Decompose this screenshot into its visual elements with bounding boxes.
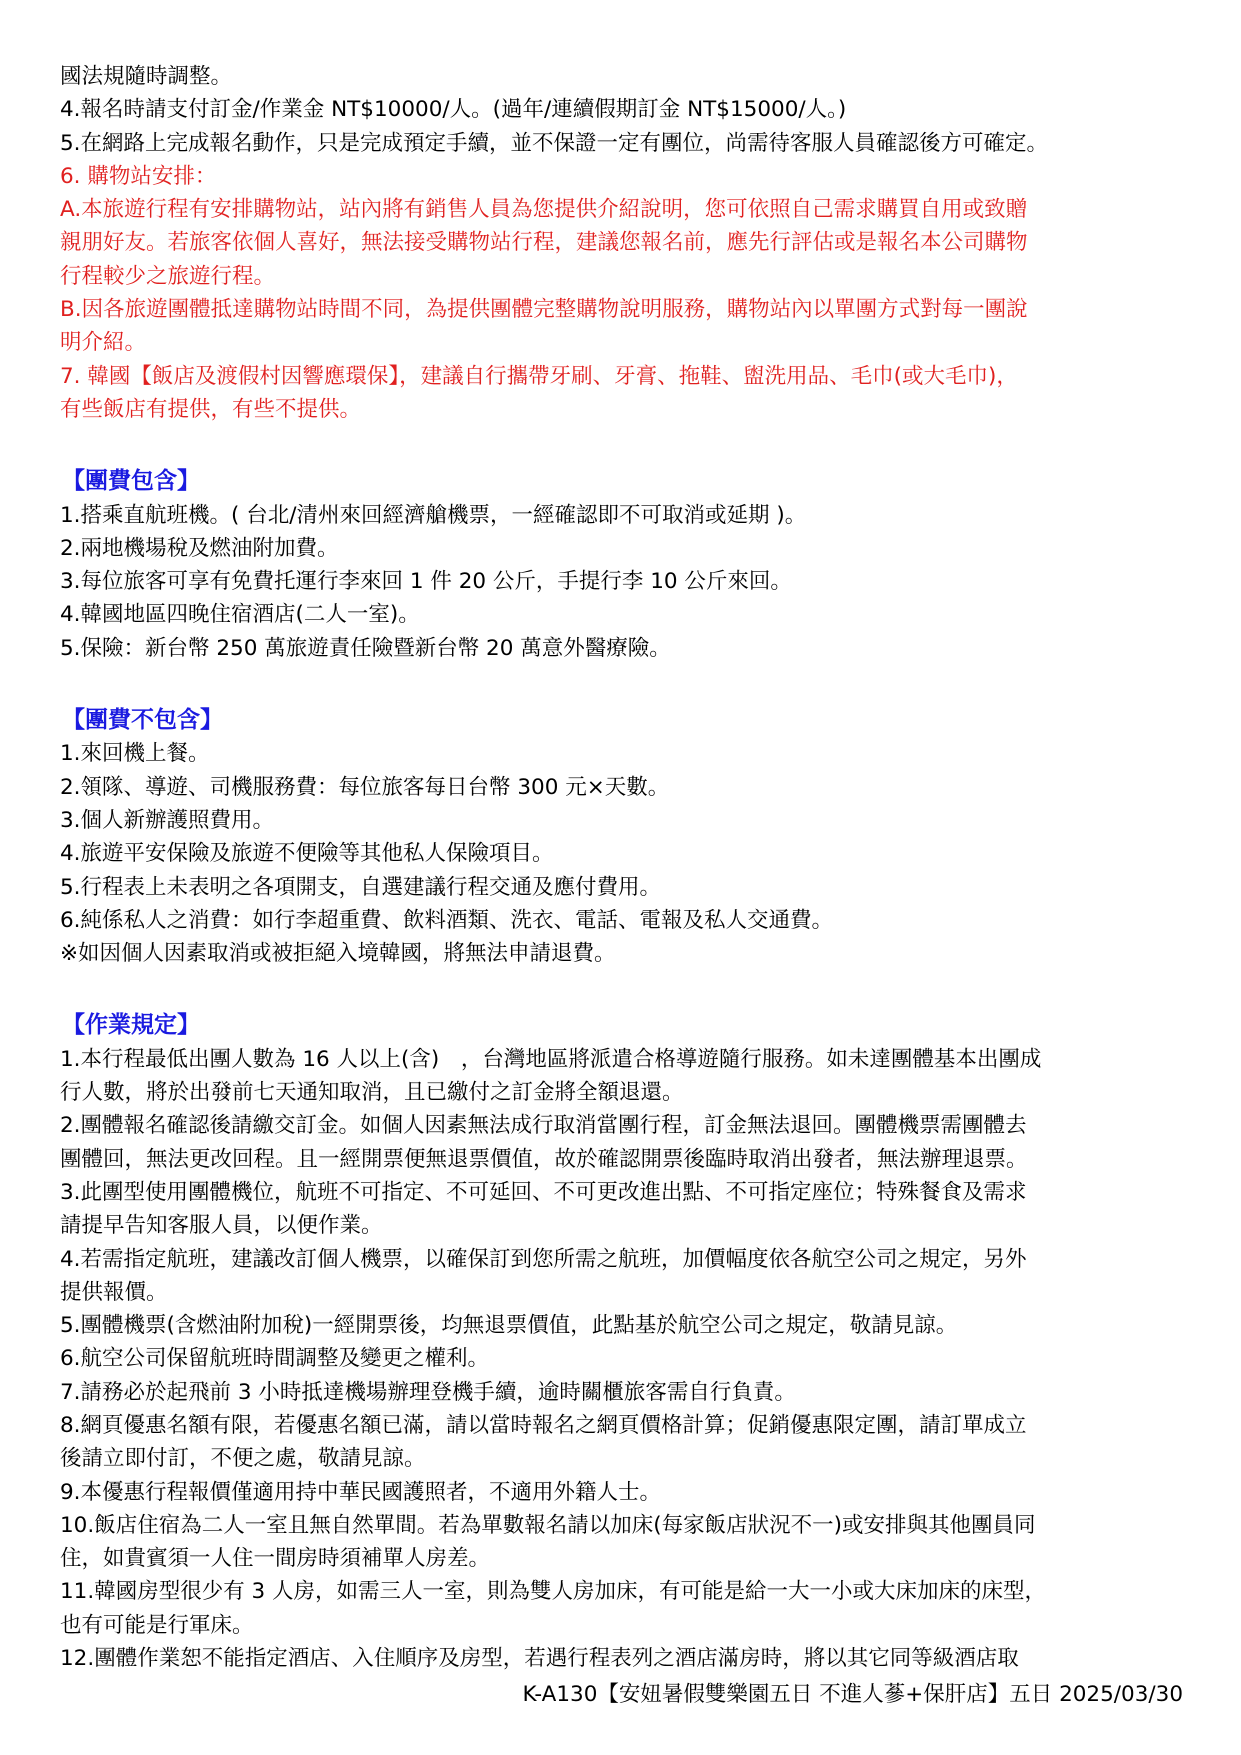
text-line: 2.兩地機場稅及燃油附加費。 — [60, 535, 339, 561]
text-line: 4.若需指定航班，建議改訂個人機票，以確保訂到您所需之航班，加價幅度依各航空公司之規定，另外 — [60, 1246, 1027, 1272]
text-line: 8.網頁優惠名額有限，若優惠名額已滿，請以當時報名之網頁價格計算；促銷優惠限定團，請訂單成立 — [60, 1412, 1027, 1438]
text-line: 行程較少之旅遊行程。 — [60, 263, 276, 289]
text-line: 7.請務必於起飛前 3 小時抵達機場辦理登機手續，逾時關櫃旅客需自行負責。 — [60, 1379, 796, 1405]
text-line: 明介紹。 — [60, 330, 147, 356]
text-line: 11.韓國房型很少有 3 人房，如需三人一室，則為雙人房加床，有可能是給一大一小或大床加床的床型， — [60, 1579, 1047, 1605]
text-line: 親朋好友。若旅客依個人喜好，無法接受購物站行程，建議您報名前，應先行評估或是報名本公司購物 — [60, 230, 1028, 256]
text-line: 12.團體作業恕不能指定酒店、入住順序及房型，若遇行程表列之酒店滿房時，將以其它同等級酒店取 — [60, 1646, 1019, 1672]
top-notes — [60, 60, 1185, 160]
shopping-title: 6. 購物站安排： — [60, 163, 217, 189]
text-line: 6.航空公司保留航班時間調整及變更之權利。 — [60, 1346, 490, 1372]
document-page — [60, 60, 1185, 1675]
text-line: 6.純係私人之消費：如行李超重費、飲料酒類、洗衣、電話、電報及私人交通費。 — [60, 907, 834, 933]
rules-heading: 【作業規定】 — [62, 1012, 200, 1039]
excluded-section — [60, 704, 1185, 970]
text-line: 提供報價。 — [60, 1279, 168, 1305]
shopping-section — [60, 160, 1185, 426]
text-line: 5.保險：新台幣 250 萬旅遊責任險暨新台幣 20 萬意外醫療險。 — [60, 635, 671, 661]
text-line: 1.本行程最低出團人數為 16 人以上(含) ，台灣地區將派遣合格導遊隨行服務。如未達團體基本出團成 — [60, 1046, 1042, 1072]
text-line: 5.團體機票(含燃油附加稅)一經開票後，均無退票價值，此點基於航空公司之規定，敬請見諒。 — [60, 1313, 958, 1339]
included-section — [60, 465, 1185, 665]
text-line: 2.領隊、導遊、司機服務費：每位旅客每日台幣 300 元×天數。 — [60, 774, 670, 800]
excluded-heading: 【團費不包含】 — [62, 707, 223, 734]
text-line: 5.行程表上未表明之各項開支，自選建議行程交通及應付費用。 — [60, 874, 662, 900]
text-line: 住，如貴賓須一人住一間房時須補單人房差。 — [60, 1546, 491, 1572]
page-footer: K-A130【安妞暑假雙樂園五日 不進人蔘+保肝店】五日 2025/03/30 — [522, 1682, 1183, 1707]
text-line: 團體回，無法更改回程。且一經開票便無退票價值，故於確認開票後臨時取消出發者，無法辦理退票。 — [60, 1146, 1028, 1172]
text-line: 1.搭乘直航班機。( 台北/清州來回經濟艙機票，一經確認即不可取消或延期 )。 — [60, 502, 807, 528]
text-line: 3.此團型使用團體機位，航班不可指定、不可延回、不可更改進出點、不可指定座位；特殊餐食及需求 — [60, 1179, 1027, 1205]
text-line: 有些飯店有提供，有些不提供。 — [60, 396, 362, 422]
text-line: 2.團體報名確認後請繳交訂金。如個人因素無法成行取消當團行程，訂金無法退回。團體機票需團體去 — [60, 1113, 1027, 1139]
text-line: A.本旅遊行程有安排購物站，站內將有銷售人員為您提供介紹說明，您可依照自己需求購買自用或致贈 — [60, 197, 1028, 223]
text-line: 4.韓國地區四晚住宿酒店(二人一室)。 — [60, 602, 420, 628]
text-line: 1.來回機上餐。 — [60, 741, 210, 767]
text-line: 4.報名時請支付訂金/作業金 NT$10000/人。(過年/連續假期訂金 NT$15000/人。) — [60, 97, 847, 123]
text-line: ※如因個人因素取消或被拒絕入境韓國，將無法申請退費。 — [60, 941, 616, 967]
text-line: 7. 韓國【飯店及渡假村因響應環保】，建議自行攜帶牙刷、牙膏、拖鞋、盥洗用品、毛巾(或大毛巾)， — [60, 363, 1018, 389]
text-line: 10.飯店住宿為二人一室且無自然單間。若為單數報名請以加床(每家飯店狀況不一)或安排與其他團員同 — [60, 1512, 1036, 1538]
rules-section — [60, 1009, 1185, 1675]
text-line: B.因各旅遊團體抵達購物站時間不同，為提供團體完整購物說明服務，購物站內以單團方式對每一團說 — [60, 297, 1028, 323]
text-line: 後請立即付訂，不便之處，敬請見諒。 — [60, 1446, 426, 1472]
text-line: 行人數，將於出發前七天通知取消，且已繳付之訂金將全額退還。 — [60, 1080, 684, 1106]
text-line: 4.旅遊平安保險及旅遊不便險等其他私人保險項目。 — [60, 841, 554, 867]
text-line: 也有可能是行軍床。 — [60, 1612, 254, 1638]
text-line: 國法規隨時調整。 — [60, 64, 233, 89]
text-line: 請提早告知客服人員，以便作業。 — [60, 1213, 383, 1239]
included-heading: 【團費包含】 — [62, 468, 200, 495]
text-line: 5.在網路上完成報名動作，只是完成預定手續，並不保證一定有團位，尚需待客服人員確認後方可確定。 — [60, 130, 1049, 156]
text-line: 3.每位旅客可享有免費托運行李來回 1 件 20 公斤，手提行李 10 公斤來回。 — [60, 569, 792, 595]
text-line: 3.個人新辦護照費用。 — [60, 807, 275, 833]
text-line: 9.本優惠行程報價僅適用持中華民國護照者，不適用外籍人士。 — [60, 1479, 662, 1505]
